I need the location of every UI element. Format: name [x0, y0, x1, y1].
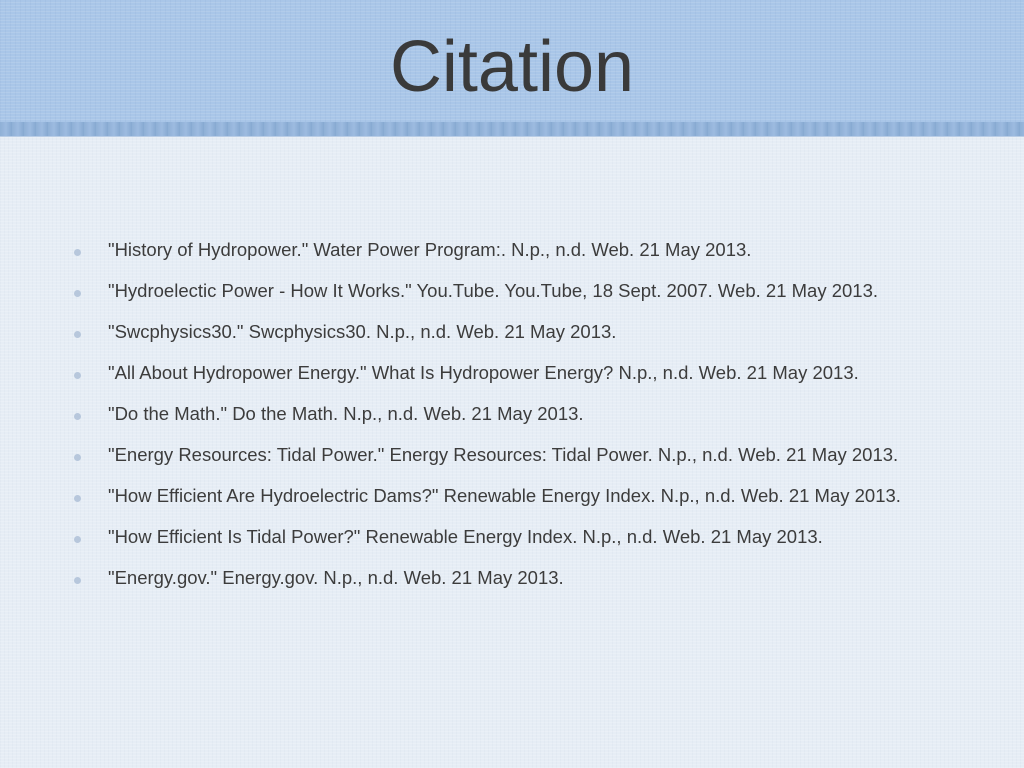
bullet-dot-icon [74, 495, 81, 502]
citation-text: "History of Hydropower." Water Power Program:. N.p., n.d. Web. 21 May 2013. [108, 239, 752, 260]
citation-text: "How Efficient Are Hydroelectric Dams?" Renewable Energy Index. N.p., n.d. Web. 21 May 2013. [108, 485, 901, 506]
citation-text: "All About Hydropower Energy." What Is Hydropower Energy? N.p., n.d. Web. 21 May 2013. [108, 362, 859, 383]
citation-item [0, 484, 1024, 508]
citation-item [0, 566, 1024, 590]
citation-text: "How Efficient Is Tidal Power?" Renewable Energy Index. N.p., n.d. Web. 21 May 2013. [108, 526, 823, 547]
citation-text: "Energy.gov." Energy.gov. N.p., n.d. Web. 21 May 2013. [108, 567, 564, 588]
bullet-dot-icon [74, 536, 81, 543]
citation-text: "Do the Math." Do the Math. N.p., n.d. Web. 21 May 2013. [108, 403, 584, 424]
citation-text: "Energy Resources: Tidal Power." Energy Resources: Tidal Power. N.p., n.d. Web. 21 May 2013. [108, 444, 899, 465]
slide-title: Citation [389, 27, 635, 107]
bullet-dot-icon [74, 290, 81, 297]
citation-item [0, 443, 1024, 467]
bullet-dot-icon [74, 577, 81, 584]
bullet-dot-icon [74, 249, 81, 256]
bullet-dot-icon [74, 331, 81, 338]
bullet-dot-icon [74, 454, 81, 461]
bullet-dot-icon [74, 413, 81, 420]
citation-item [0, 320, 1024, 344]
citation-item [0, 279, 1024, 303]
citation-list [0, 238, 1024, 607]
citation-item [0, 402, 1024, 426]
citation-text: "Swcphysics30." Swcphysics30. N.p., n.d. Web. 21 May 2013. [108, 321, 617, 342]
citation-item [0, 525, 1024, 549]
citation-item [0, 361, 1024, 385]
citation-text: "Hydroelectic Power - How It Works." You.Tube. You.Tube, 18 Sept. 2007. Web. 21 May 2013. [108, 280, 879, 301]
bullet-dot-icon [74, 372, 81, 379]
citation-item [0, 238, 1024, 262]
title-band-edge [0, 122, 1024, 137]
